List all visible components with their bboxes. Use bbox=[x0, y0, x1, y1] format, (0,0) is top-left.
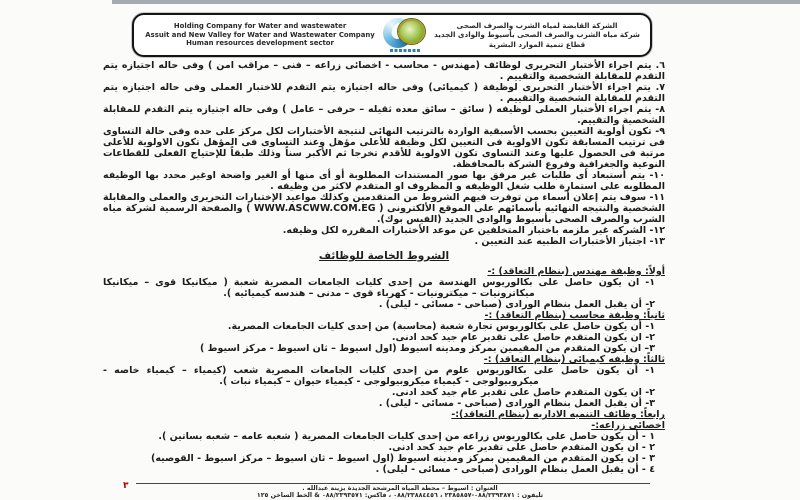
paragraph: ٩- تكون أولوية التعيين بحسب الأسبقية الواردة بالترتيب النهائى لنتيجة الأختبارات لكل مركز على حده وفى حالة التساوى فى ترتيب المسابقة تكون الاولوية فى التعيين لكل وظيفة للأعلى مؤهل وعند التساوى فى المؤهل تكون الاولوية للأعلى مرتبة فى الحصول عليها وعند التساوى تكون الاولوية للأقدم تخرجا ثم الأكبر سناً وذلك طبقاً للإحتياج الفعلى للقطاعات النوعية والجغرافية وفروع الشركة بالمحافظة. bbox=[103, 126, 665, 170]
paragraph: ١٣- اجتياز الأختبارات الطبيه عند التعيين . bbox=[474, 236, 665, 247]
footer-divider bbox=[136, 483, 650, 484]
header-arabic-line: قطاع تنمية الموارد البشرية bbox=[488, 39, 586, 49]
paragraph: ٣ - ان يكون المتقدم من المقيمين بمركز ومدينه اسيوط (اول اسيوط – ثان اسيوط – مركز اسيوط - القوصيه) bbox=[150, 453, 655, 464]
document-footer bbox=[155, 485, 645, 500]
paragraph: ٣– ان يكون المتقدم من المقيمين بمركز ومدينه اسيوط (اول اسيوط – ثان اسيوط - مركز اسيوط ) bbox=[199, 343, 655, 354]
paragraph: ٣- أن يقبل العمل بنظام الورادى (صباحى - مسائى - ليلى) . bbox=[378, 398, 655, 409]
page-number: ٣ bbox=[123, 481, 129, 491]
company-logo bbox=[382, 17, 428, 53]
paragraph: ١- أن يكون حاصل على بكالوريوس تجارة شعبة (محاسبة) من إحدى كليات الجامعات المصرية. bbox=[227, 321, 655, 332]
scan-edge-band bbox=[112, 0, 800, 4]
paragraph: رابعاً: وظائف التنميه الاداريه (بنظام التعاقد):- bbox=[451, 409, 665, 420]
paragraph: ١- أن يكون حاصل على بكالوريوس علوم من إحدى كليات الجامعات المصرية شعب (كيمياء – كيمياء خاصه - ميكروبيولوجى - كيمياء ميكروبيولوجى - كيمياء حيوان – كيمياء نبات ). bbox=[103, 365, 655, 387]
header-english-line: Human resources development sector bbox=[186, 39, 334, 48]
paragraph: ثانياً: وظيفة محاسب (بنظام التعاقد) :- bbox=[484, 310, 665, 321]
paragraph: ٢- ان يكون المتقدم حاصل على تقدير عام جيد كحد ادنى. bbox=[391, 332, 655, 343]
paragraph: ١٠- يتم أستبعاد أى طلبات غير مرفق بها صور المستندات المطلوبة أو أى منها أو الغير واضحة اوغير محدد بها الوظيفه المطلوبه على استمارة طلب شغل الوظيفه و المظروف او المتقدم لاكثر من وظيفه . bbox=[103, 170, 665, 192]
paragraph: ٢ - ان يكون المتقدم حاصل على تقدير عام جيد كحد ادنى. bbox=[388, 442, 655, 453]
paragraph: اخصائى زراعه:- bbox=[591, 420, 665, 431]
paragraph: ١١- سوف يتم إعلان أسماء من توفرت فيهم الشروط من المتقدمين وكذلك مواعيد الإختبارات التحريرى والعملى والمقابلة الشخصية والنتيجه النهائيه بأسمائهم على الموقع الألكترونى ( WWW.ASCWW.COM.EG ) والصفحة الرسمية لشركة مياه الشرب والصرف الصحى بأسيوط والوادى الجديد (الفيس بوك). bbox=[103, 192, 665, 225]
footer-phones: تليفون : ٠٨٨/٢٣٩٣٨٧١-٢٣٨٥٨٥٧ ، ٠٨٨/٢٣٨٨٤٤٥٦ ، فاكس: ٠٨٨/٢٣٩٣٥٧١ & الخط الساخن ١٢٥ bbox=[256, 492, 544, 500]
document-header bbox=[132, 13, 652, 57]
paragraph: الشروط الخاصة للوظائف bbox=[318, 250, 450, 262]
paragraph: ٢- ان يكون المتقدم حاصل على تقدير عام جيد كحد ادنى. bbox=[391, 387, 655, 398]
paragraph: ٦. يتم اجراء الأختبار التحريرى لوظائف (مهندس - محاسب - اخصائى زراعه – فنى – مراقب امن ) وفى حاله اجتيازه يتم التقدم للمقابلة الشخصية والتقييم . bbox=[103, 60, 665, 82]
paragraph: ١٢- الشركه غير ملزمه باختبار المتخلفين عن موعد الأختبارات المقرره لكل وظيفه. bbox=[282, 225, 665, 236]
header-english-block bbox=[144, 22, 376, 48]
header-english-line: Holding Company for Water and wastewater bbox=[173, 21, 347, 30]
globe-icon bbox=[398, 19, 425, 44]
paragraph: ٢- أن يقبل العمل بنظام الورادى (صباحى - مسائى - ليلى) . bbox=[378, 299, 655, 310]
footer-address: العنوان : اسيوط – محطة المياه المرشحة الجديدة بزينة عبدالله . bbox=[302, 485, 498, 492]
document-body bbox=[103, 60, 665, 475]
paragraph: ١- ان يكون حاصل على بكالوريوس الهندسة من إحدى كليات الجامعات المصرية شعبة ( ميكانيكا قوى – ميكانيكا ميكاترونيات – ميكترونيات - كهرباء قوى – مدنى – هندسه كيميائيه ). bbox=[103, 277, 655, 299]
paragraph: ١ - أن يكون حاصل على بكالوريوس زراعه من إحدى كليات الجامعات المصرية ( شعبه عامه – شعبه بساتين ). bbox=[158, 431, 655, 442]
logo-caption-text bbox=[390, 49, 420, 52]
header-english-line: Assuit and New Valley for Water and Wastewater Company bbox=[145, 30, 375, 39]
paragraph: ٨- يتم اجراء الأختبار العملى لوظيفه ( سائق – سائق معده ثقيله – حرفى – عامل ) وفى حاله اجتيازه يتم التقدم للمقابلة الشخصية والتقييم. bbox=[103, 104, 665, 126]
header-arabic-block bbox=[434, 21, 640, 49]
paragraph: ٧. يتم اجراء الأختبار التحريرى لوظيفة ( كيميائى) وفى حاله اجتيازه يتم التقدم للاختبار العملى وفى حاله اجتيازه يتم التقدم للمقابلة الشخصية والتقييم . bbox=[103, 82, 665, 104]
paragraph: ثالثاً: وظيفه كيميائى (بنظام التعاقد) :- bbox=[483, 354, 665, 365]
header-arabic-line: شركة مياه الشرب والصرف الصحى بأسيوط والوادى الجديد bbox=[434, 30, 640, 40]
paragraph: أولاً: وظيفة مهندس (بنظام التعاقد) :- bbox=[487, 266, 665, 277]
paragraph: ٤ - أن يقبل العمل بنظام الورادى (صباحى - مسائى - ليلى) . bbox=[375, 464, 655, 475]
header-arabic-line: الشركة القابضة لمياه الشرب والصرف الصحى bbox=[456, 20, 618, 30]
